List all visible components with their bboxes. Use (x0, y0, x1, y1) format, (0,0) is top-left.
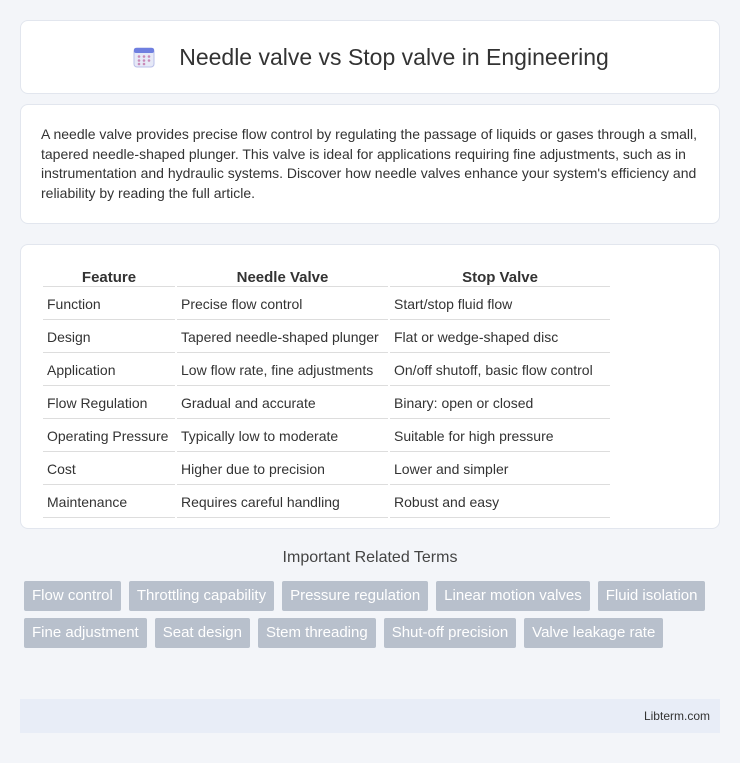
table-cell: Precise flow control (177, 289, 388, 320)
term-tag[interactable]: Stem threading (258, 618, 376, 648)
table-cell: Gradual and accurate (177, 388, 388, 419)
table-cell: Tapered needle-shaped plunger (177, 322, 388, 353)
column-header: Needle Valve (177, 267, 388, 287)
term-tag[interactable]: Flow control (24, 581, 121, 611)
table-cell: Robust and easy (390, 487, 610, 518)
table-row (43, 388, 610, 419)
header-card (20, 20, 720, 94)
table-cell: Start/stop fluid flow (390, 289, 610, 320)
table-cell: Design (43, 322, 175, 353)
term-tag[interactable]: Valve leakage rate (524, 618, 663, 648)
table-cell: Binary: open or closed (390, 388, 610, 419)
column-header: Stop Valve (390, 267, 610, 287)
intro-text: A needle valve provides precise flow control by regulating the passage of liquids or gases through a small, tapered needle-shaped plunger. This valve is ideal for applications requiring fine adjustments, such as in instrumentation and hydraulic systems. Discover how needle valves enhance your system's efficiency and reliability by reading the full article. (41, 126, 698, 201)
table-cell: Suitable for high pressure (390, 421, 610, 452)
table-cell: Low flow rate, fine adjustments (177, 355, 388, 386)
table-cell: Operating Pressure (43, 421, 175, 452)
term-tag[interactable]: Fine adjustment (24, 618, 147, 648)
column-header: Feature (43, 267, 175, 287)
footer (20, 699, 720, 733)
footer-site-link[interactable]: Libterm.com (643, 709, 710, 723)
table-cell: Application (43, 355, 175, 386)
table-cell: Cost (43, 454, 175, 485)
table-cell: On/off shutoff, basic flow control (390, 355, 610, 386)
comparison-table-card (20, 244, 720, 529)
term-tag[interactable]: Seat design (155, 618, 250, 648)
table-cell: Flat or wedge-shaped disc (390, 322, 610, 353)
table-row (43, 421, 610, 452)
table-row (43, 487, 610, 518)
table-cell: Function (43, 289, 175, 320)
comparison-table (41, 265, 612, 520)
table-header-row (43, 267, 610, 287)
table-cell: Typically low to moderate (177, 421, 388, 452)
related-terms-title: Important Related Terms (282, 549, 458, 566)
intro-card (20, 104, 720, 224)
related-terms-list (20, 581, 720, 655)
table-cell: Maintenance (43, 487, 175, 518)
table-row (43, 322, 610, 353)
term-tag[interactable]: Shut-off precision (384, 618, 516, 648)
table-cell: Requires careful handling (177, 487, 388, 518)
calendar-icon (131, 44, 157, 70)
term-tag[interactable]: Fluid isolation (598, 581, 706, 611)
table-row (43, 355, 610, 386)
term-tag[interactable]: Pressure regulation (282, 581, 428, 611)
page-title: Needle valve vs Stop valve in Engineering (179, 43, 609, 70)
table-cell: Higher due to precision (177, 454, 388, 485)
table-cell: Lower and simpler (390, 454, 610, 485)
term-tag[interactable]: Throttling capability (129, 581, 274, 611)
table-row (43, 454, 610, 485)
term-tag[interactable]: Linear motion valves (436, 581, 590, 611)
table-row (43, 289, 610, 320)
table-cell: Flow Regulation (43, 388, 175, 419)
